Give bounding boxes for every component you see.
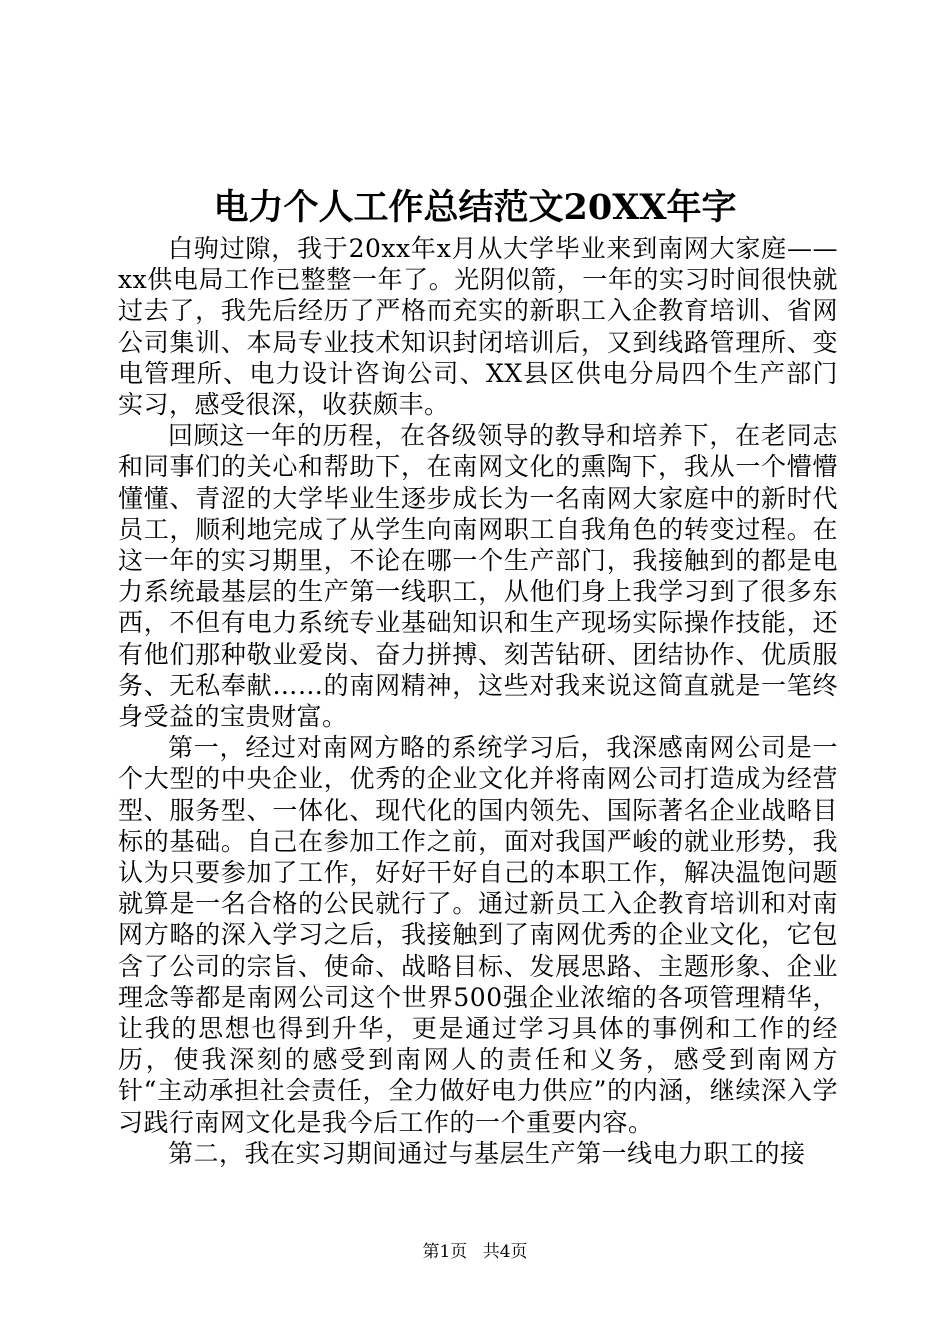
page-total: 共4页: [482, 1242, 528, 1262]
page-number: 第1页: [422, 1242, 468, 1262]
paragraph: 白驹过隙，我于20xx年x月从大学毕业来到南网大家庭——xx供电局工作已整整一年了。光阴似箭，一年的实习时间很快就过去了，我先后经历了严格而充实的新职工入企教育培训、省网公司集训、本局专业技术知识封闭培训后，又到线路管理所、变电管理所、电力设计咨询公司、XX县区供电分局四个生产部门实习，感受很深，收获颇丰。: [118, 234, 838, 420]
paragraph: 回顾这一年的历程，在各级领导的教导和培养下，在老同志和同事们的关心和帮助下，在南网文化的熏陶下，我从一个懵懵懂懂、青涩的大学毕业生逐步成长为一名南网大家庭中的新时代员工，顺利地完成了从学生向南网职工自我角色的转变过程。在这一年的实习期里，不论在哪一个生产部门，我接触到的都是电力系统最基层的生产第一线职工，从他们身上我学习到了很多东西，不但有电力系统专业基础知识和生产现场实际操作技能，还有他们那种敬业爱岗、奋力拼搏、刻苦钻研、团结协作、优质服务、无私奉献……的南网精神，这些对我来说这简直就是一笔终身受益的宝贵财富。: [118, 421, 838, 732]
document-body: [118, 233, 838, 1169]
paragraph: 第一，经过对南网方略的系统学习后，我深感南网公司是一个大型的中央企业，优秀的企业文化并将南网公司打造成为经营型、服务型、一体化、现代化的国内领先、国际著名企业战略目标的基础。自己在参加工作之前，面对我国严峻的就业形势，我认为只要参加了工作，好好干好自己的本职工作，解决温饱问题就算是一名合格的公民就行了。通过新员工入企教育培训和对南网方略的深入学习之后，我接触到了南网优秀的企业文化，它包含了公司的宗旨、使命、战略目标、发展思路、主题形象、企业理念等都是南网公司这个世界500强企业浓缩的各项管理精华，让我的思想也得到升华，更是通过学习具体的事例和工作的经历，使我深刻的感受到南网人的责任和义务，感受到南网方针“主动承担社会责任，全力做好电力供应”的内涵，继续深入学习践行南网文化是我今后工作的一个重要内容。: [118, 733, 838, 1137]
paragraph: 第二，我在实习期间通过与基层生产第一线电力职工的接: [168, 1138, 806, 1168]
document-title: 电力个人工作总结范文20XX年字: [213, 187, 737, 228]
page-footer: [0, 1240, 950, 1264]
